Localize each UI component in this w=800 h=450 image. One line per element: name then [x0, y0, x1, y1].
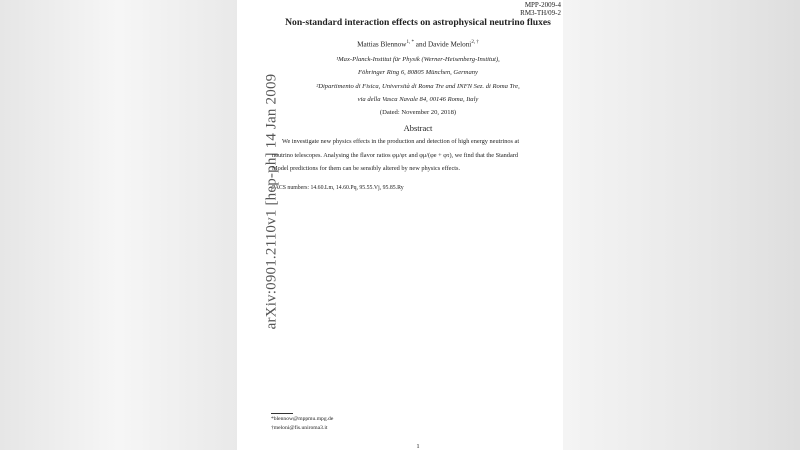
author-list [273, 40, 563, 48]
author-name: Mattias Blennow [357, 40, 407, 49]
author-marker: 1, * [406, 40, 414, 45]
abstract-heading: Abstract [403, 123, 433, 133]
background-left [0, 0, 237, 450]
abstract-line: Model predictions for them can be sensibly altered by new physics effects. [272, 165, 461, 172]
affiliation-line: via della Vasca Navale 84, 00146 Roma, Italy [357, 96, 479, 103]
abstract-line: We investigate new physics effects in the production and detection of high energy neutrinos at [282, 138, 520, 145]
background-right [563, 0, 800, 450]
author-joiner: and [414, 40, 428, 49]
affiliation-line: ²Dipartimento di Fisica, Università di Roma Tre and INFN Sez. di Roma Tre, [316, 83, 520, 90]
paper-page [237, 0, 563, 450]
author-marker: 2, † [471, 40, 479, 45]
page-number: 1 [416, 443, 420, 450]
pacs-numbers: PACS numbers: 14.60.Lm, 14.60.Pq, 95.55.Vj, 95.85.Ry [272, 185, 404, 191]
report-number-1: MPP-2009-4 [524, 1, 561, 9]
footnote: †meloni@fis.uniroma3.it [271, 425, 328, 431]
abstract-line: neutrino telescopes. Analysing the flavor ratios φμ/φτ and φμ/(φe + φτ), we find that the Standard [272, 152, 518, 159]
affiliation-line: ¹Max-Planck-Institut für Physik (Werner-Heisenberg-Institut), [336, 56, 500, 63]
footnote: *blennow@mppmu.mpg.de [271, 416, 334, 422]
affiliation-line: Föhringer Ring 6, 80805 München, Germany [358, 69, 478, 76]
paper-title: Non-standard interaction effects on astrophysical neutrino fluxes [285, 17, 551, 28]
dated-line: (Dated: November 20, 2018) [379, 109, 457, 116]
author-name: Davide Meloni [427, 40, 472, 49]
footnote-rule [271, 413, 293, 414]
report-number-2: RM3-TH/09-2 [520, 9, 561, 17]
arxiv-identifier: arXiv:0901.2110v1 [hep-ph] 14 Jan 2009 [263, 73, 280, 330]
